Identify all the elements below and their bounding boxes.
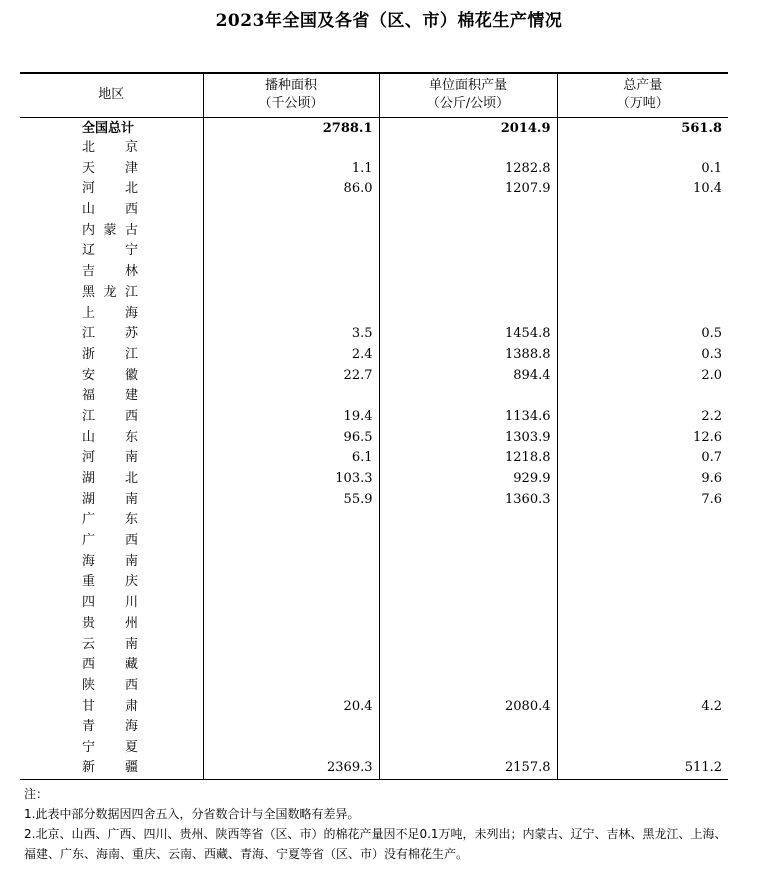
table-row xyxy=(20,655,728,676)
output-cell xyxy=(557,241,728,262)
area-cell xyxy=(203,303,379,324)
header-area: 播种面积 （千公顷） xyxy=(203,73,379,117)
area-cell: 6.1 xyxy=(203,448,379,469)
output-cell xyxy=(557,510,728,531)
area-cell xyxy=(203,531,379,552)
table-row xyxy=(20,283,728,304)
region-name: 河 北 xyxy=(82,181,138,197)
yield-cell xyxy=(379,717,557,738)
region-name-cell xyxy=(20,717,203,738)
yield-cell xyxy=(379,572,557,593)
table-row xyxy=(20,551,728,572)
region-name: 福 建 xyxy=(82,388,138,404)
region-name-cell xyxy=(20,386,203,407)
table-row xyxy=(20,469,728,490)
yield-cell: 1388.8 xyxy=(379,345,557,366)
output-cell: 10.4 xyxy=(557,179,728,200)
area-cell xyxy=(203,717,379,738)
yield-cell xyxy=(379,738,557,759)
output-cell xyxy=(557,283,728,304)
output-cell: 511.2 xyxy=(557,758,728,779)
region-name-cell xyxy=(20,510,203,531)
yield-cell: 2080.4 xyxy=(379,696,557,717)
table-row xyxy=(20,531,728,552)
area-cell: 19.4 xyxy=(203,407,379,428)
table-row xyxy=(20,489,728,510)
yield-cell xyxy=(379,531,557,552)
region-name: 河 南 xyxy=(82,450,138,466)
region-name: 四 川 xyxy=(82,595,138,611)
region-name-cell xyxy=(20,365,203,386)
output-cell xyxy=(557,738,728,759)
yield-cell xyxy=(379,676,557,697)
yield-cell xyxy=(379,510,557,531)
yield-cell xyxy=(379,551,557,572)
table-row xyxy=(20,407,728,428)
output-cell: 0.5 xyxy=(557,324,728,345)
yield-cell: 1454.8 xyxy=(379,324,557,345)
area-cell: 2369.3 xyxy=(203,758,379,779)
area-cell xyxy=(203,634,379,655)
yield-cell: 2014.9 xyxy=(379,117,557,138)
area-cell: 55.9 xyxy=(203,489,379,510)
output-cell: 0.3 xyxy=(557,345,728,366)
output-cell xyxy=(557,531,728,552)
region-name-cell xyxy=(20,696,203,717)
area-cell xyxy=(203,572,379,593)
table-row xyxy=(20,138,728,159)
table-row xyxy=(20,158,728,179)
output-cell xyxy=(557,303,728,324)
region-name: 浙 江 xyxy=(82,346,138,362)
header-output: 总产量 （万吨） xyxy=(557,73,728,117)
area-cell xyxy=(203,593,379,614)
output-cell: 12.6 xyxy=(557,427,728,448)
area-cell xyxy=(203,655,379,676)
output-cell xyxy=(557,717,728,738)
area-cell xyxy=(203,138,379,159)
table-row xyxy=(20,262,728,283)
region-name: 上 海 xyxy=(82,305,138,321)
yield-cell xyxy=(379,303,557,324)
region-name: 天 津 xyxy=(82,160,138,176)
region-name-cell xyxy=(20,345,203,366)
yield-cell xyxy=(379,655,557,676)
region-name: 黑 龙 江 xyxy=(82,284,138,300)
region-name-cell xyxy=(20,531,203,552)
table-body xyxy=(20,117,728,779)
table-header-row xyxy=(20,73,728,117)
output-cell: 2.2 xyxy=(557,407,728,428)
region-name-cell xyxy=(20,220,203,241)
yield-cell xyxy=(379,241,557,262)
table-row xyxy=(20,696,728,717)
area-cell: 2788.1 xyxy=(203,117,379,138)
area-cell xyxy=(203,220,379,241)
output-cell: 7.6 xyxy=(557,489,728,510)
region-name-cell xyxy=(20,262,203,283)
region-name: 江 苏 xyxy=(82,326,138,342)
table-row xyxy=(20,448,728,469)
area-cell xyxy=(203,614,379,635)
region-name: 安 徽 xyxy=(82,367,138,383)
output-cell: 0.1 xyxy=(557,158,728,179)
table-row-total xyxy=(20,117,728,138)
region-name-cell xyxy=(20,593,203,614)
table-row xyxy=(20,345,728,366)
table-row xyxy=(20,738,728,759)
table-row xyxy=(20,386,728,407)
region-name-cell xyxy=(20,758,203,779)
area-cell: 20.4 xyxy=(203,696,379,717)
page-title: 2023年全国及各省（区、市）棉花生产情况 xyxy=(215,11,563,31)
area-cell xyxy=(203,200,379,221)
region-name: 新 疆 xyxy=(82,760,138,776)
region-name: 西 藏 xyxy=(82,657,138,673)
region-name-cell xyxy=(20,179,203,200)
yield-cell: 2157.8 xyxy=(379,758,557,779)
region-name-cell xyxy=(20,303,203,324)
area-cell: 86.0 xyxy=(203,179,379,200)
output-cell xyxy=(557,200,728,221)
region-name-cell xyxy=(20,676,203,697)
region-name-cell xyxy=(20,469,203,490)
yield-cell: 1134.6 xyxy=(379,407,557,428)
region-name: 广 西 xyxy=(82,533,138,549)
yield-cell: 1360.3 xyxy=(379,489,557,510)
region-name-cell xyxy=(20,241,203,262)
area-cell xyxy=(203,510,379,531)
note-1: 1.此表中部分数据因四舍五入，分省数合计与全国数略有差异。 xyxy=(24,807,360,821)
region-name-cell xyxy=(20,200,203,221)
yield-cell xyxy=(379,634,557,655)
region-name: 重 庆 xyxy=(82,574,138,590)
area-cell xyxy=(203,386,379,407)
region-name-cell xyxy=(20,324,203,345)
yield-cell: 929.9 xyxy=(379,469,557,490)
region-name: 湖 北 xyxy=(82,471,138,487)
table-row xyxy=(20,303,728,324)
table-row xyxy=(20,614,728,635)
region-name: 全国总计 xyxy=(82,120,135,136)
area-cell xyxy=(203,676,379,697)
yield-cell xyxy=(379,200,557,221)
table-row xyxy=(20,241,728,262)
output-cell xyxy=(557,593,728,614)
yield-cell xyxy=(379,614,557,635)
region-name: 内 蒙 古 xyxy=(82,222,138,238)
region-name-cell xyxy=(20,738,203,759)
area-cell: 22.7 xyxy=(203,365,379,386)
region-name: 甘 肃 xyxy=(82,698,138,714)
output-cell: 4.2 xyxy=(557,696,728,717)
yield-cell xyxy=(379,386,557,407)
yield-cell xyxy=(379,593,557,614)
table-row xyxy=(20,676,728,697)
yield-cell xyxy=(379,283,557,304)
table-row xyxy=(20,220,728,241)
header-region: 地区 xyxy=(20,73,203,117)
notes-label: 注： xyxy=(24,787,49,801)
yield-cell: 1303.9 xyxy=(379,427,557,448)
region-name: 北 京 xyxy=(82,140,138,156)
region-name-cell xyxy=(20,614,203,635)
table-row xyxy=(20,572,728,593)
region-name: 宁 夏 xyxy=(82,739,138,755)
table-row xyxy=(20,324,728,345)
area-cell: 3.5 xyxy=(203,324,379,345)
region-name-cell xyxy=(20,283,203,304)
region-name: 海 南 xyxy=(82,553,138,569)
output-cell xyxy=(557,262,728,283)
yield-cell: 1282.8 xyxy=(379,158,557,179)
area-cell: 2.4 xyxy=(203,345,379,366)
output-cell xyxy=(557,551,728,572)
area-cell: 96.5 xyxy=(203,427,379,448)
table-row xyxy=(20,365,728,386)
region-name: 广 东 xyxy=(82,512,138,528)
region-name: 辽 宁 xyxy=(82,243,138,259)
region-name-cell xyxy=(20,448,203,469)
header-yield: 单位面积产量 （公斤/公顷） xyxy=(379,73,557,117)
output-cell: 9.6 xyxy=(557,469,728,490)
region-name: 陕 西 xyxy=(82,677,138,693)
region-name: 山 东 xyxy=(82,429,138,445)
region-name-cell xyxy=(20,117,203,138)
area-cell xyxy=(203,738,379,759)
output-cell xyxy=(557,138,728,159)
table-row xyxy=(20,758,728,779)
output-cell xyxy=(557,634,728,655)
table-row xyxy=(20,593,728,614)
cotton-production-table xyxy=(20,72,728,780)
notes xyxy=(24,784,738,864)
output-cell xyxy=(557,386,728,407)
region-name-cell xyxy=(20,138,203,159)
region-name-cell xyxy=(20,427,203,448)
note-2: 2.北京、山西、广西、四川、贵州、陕西等省（区、市）的棉花产量因不足0.1万吨，未列出；内蒙古、辽宁、吉林、黑龙江、上海、福建、广东、海南、重庆、云南、西藏、青海、宁夏等省（区、市）没有棉花生产。 xyxy=(24,827,727,861)
output-cell xyxy=(557,220,728,241)
area-cell xyxy=(203,241,379,262)
output-cell xyxy=(557,676,728,697)
region-name-cell xyxy=(20,634,203,655)
yield-cell: 1207.9 xyxy=(379,179,557,200)
table-row xyxy=(20,427,728,448)
yield-cell: 1218.8 xyxy=(379,448,557,469)
output-cell: 2.0 xyxy=(557,365,728,386)
area-cell: 103.3 xyxy=(203,469,379,490)
area-cell xyxy=(203,262,379,283)
region-name: 云 南 xyxy=(82,636,138,652)
output-cell xyxy=(557,614,728,635)
region-name: 贵 州 xyxy=(82,615,138,631)
table-row xyxy=(20,200,728,221)
table-row xyxy=(20,634,728,655)
region-name-cell xyxy=(20,407,203,428)
table-row xyxy=(20,717,728,738)
region-name-cell xyxy=(20,572,203,593)
region-name: 湖 南 xyxy=(82,491,138,507)
output-cell xyxy=(557,572,728,593)
table-row xyxy=(20,510,728,531)
area-cell xyxy=(203,283,379,304)
region-name: 青 海 xyxy=(82,719,138,735)
area-cell: 1.1 xyxy=(203,158,379,179)
yield-cell xyxy=(379,138,557,159)
yield-cell xyxy=(379,262,557,283)
region-name: 江 西 xyxy=(82,408,138,424)
region-name-cell xyxy=(20,489,203,510)
yield-cell xyxy=(379,220,557,241)
region-name-cell xyxy=(20,551,203,572)
yield-cell: 894.4 xyxy=(379,365,557,386)
output-cell: 0.7 xyxy=(557,448,728,469)
region-name-cell xyxy=(20,655,203,676)
region-name: 吉 林 xyxy=(82,264,138,280)
area-cell xyxy=(203,551,379,572)
table-row xyxy=(20,179,728,200)
output-cell xyxy=(557,655,728,676)
output-cell: 561.8 xyxy=(557,117,728,138)
region-name-cell xyxy=(20,158,203,179)
region-name: 山 西 xyxy=(82,202,138,218)
